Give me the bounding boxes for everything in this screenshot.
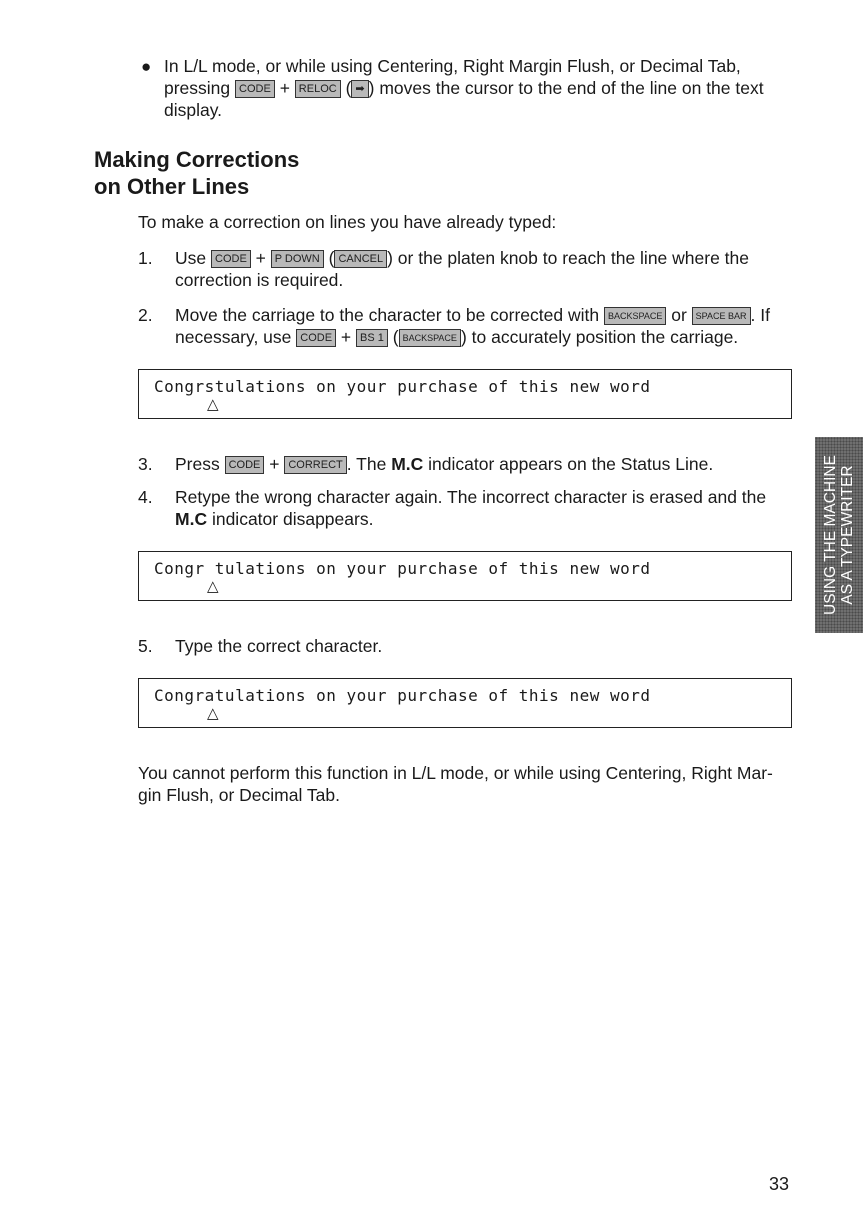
closing-line-1: You cannot perform this function in L/L mode, or while using Centering, Right Mar- (138, 763, 773, 783)
step-5-number: 5. (138, 636, 153, 656)
step-2-text: Move the carriage to the character to be corrected with (175, 305, 600, 325)
code-key: CODE (225, 456, 265, 474)
text-display-1 (138, 369, 792, 419)
mc-indicator-label: M.C (391, 454, 424, 474)
step-1-line-2: correction is required. (175, 270, 344, 290)
code-key: CODE (296, 329, 336, 347)
section-heading-line-2: on Other Lines (94, 174, 250, 199)
display-text: Congr tulations on your purchase of this new word (154, 559, 651, 578)
step-2-or: or (671, 305, 687, 325)
chapter-side-tab (815, 437, 863, 633)
chapter-tab-line-1: USING THE MACHINE (822, 455, 839, 615)
intro-moves: moves the cursor to the end of the line on the text (379, 78, 764, 98)
step-1-use: Use (175, 248, 207, 268)
step-4-number: 4. (138, 487, 153, 507)
step-4-text: indicator disappears. (211, 509, 374, 529)
step-2-line-1 (175, 304, 770, 326)
space-bar-key: SPACE BAR (692, 307, 751, 325)
closing-line-2: gin Flush, or Decimal Tab. (138, 785, 340, 805)
intro-line-2: pressing CODE + RELOC ( ➡ ) moves the cursor to the end of the line on the text (164, 78, 764, 98)
text-display-3 (138, 678, 792, 728)
display-text: Congratulations on your purchase of this new word (154, 686, 651, 705)
step-2-line-2: necessary, use CODE + BS 1 ( BACKSPACE ) to accurately position the carriage. (175, 327, 739, 347)
display-text: Congrstulations on your purchase of this new word (154, 377, 651, 396)
step-1-line-1: Use CODE + P DOWN ( CANCEL ) or the platen knob to reach the line where the (175, 248, 750, 268)
bs1-key: BS 1 (356, 329, 388, 347)
section-heading-line-1: Making Corrections (94, 147, 300, 172)
text-display-2 (138, 551, 792, 601)
step-5-line-1: Type the correct character. (175, 636, 383, 656)
cancel-key: CANCEL (334, 250, 387, 268)
step-2-position: to accurately position the carriage. (471, 327, 739, 347)
step-1-text: or the platen knob to reach the line where the (397, 248, 750, 268)
arrow-right-key-icon: ➡ (351, 80, 368, 98)
correct-key: CORRECT (284, 456, 346, 474)
page-number: 33 (769, 1174, 790, 1194)
step-4-line-2 (175, 508, 373, 530)
intro-pressing: pressing (164, 78, 231, 98)
step-3-number: 3. (138, 454, 153, 474)
mc-indicator-label: M.C (175, 509, 208, 529)
code-key: CODE (211, 250, 251, 268)
step-4-line-1: Retype the wrong character again. The incorrect character is erased and the (175, 487, 767, 507)
chapter-tab-line-2: AS A TYPEWRITER (839, 465, 856, 605)
step-2-number: 2. (138, 305, 153, 325)
intro-text: To make a correction on lines you have already typed: (138, 212, 557, 232)
code-key: CODE (235, 80, 275, 98)
bullet-marker: ● (141, 57, 152, 76)
backspace-key: BACKSPACE (399, 329, 461, 347)
cursor-triangle-icon: △ (207, 705, 219, 722)
step-3-line-1: Press CODE + CORRECT . The M.C indicator appears on the Status Line. (175, 454, 714, 474)
plus-sign: + (279, 78, 290, 98)
step-2-if: . If (750, 305, 770, 325)
chapter-tab-text (822, 455, 856, 615)
step-1-number: 1. (138, 248, 153, 268)
intro-line-3: display. (164, 100, 223, 120)
step-2-necessary: necessary, use (175, 327, 292, 347)
p-down-key: P DOWN (271, 250, 324, 268)
step-3-the: . The (346, 454, 387, 474)
cursor-triangle-icon: △ (207, 578, 219, 595)
cursor-triangle-icon: △ (207, 396, 219, 413)
reloc-key: RELOC (295, 80, 341, 98)
backspace-key: BACKSPACE (604, 307, 666, 325)
step-3-press: Press (175, 454, 220, 474)
intro-line-1: In L/L mode, or while using Centering, Right Margin Flush, or Decimal Tab, (164, 56, 741, 76)
step-3-text: indicator appears on the Status Line. (428, 454, 714, 474)
